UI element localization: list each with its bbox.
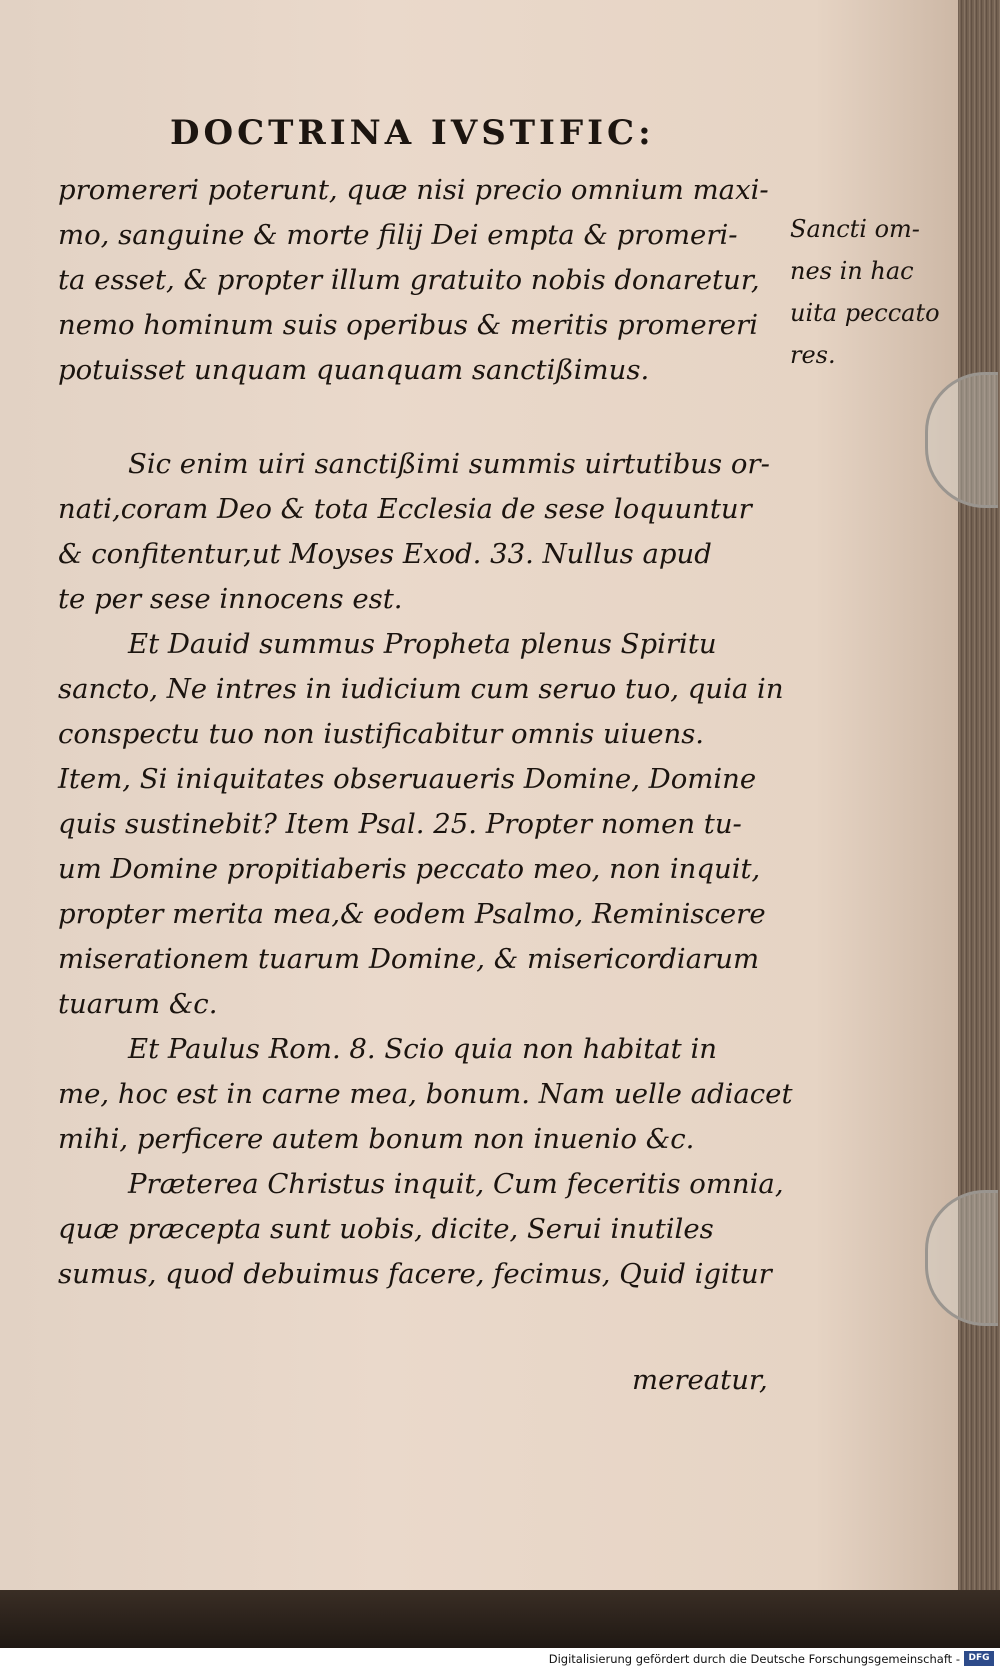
text-line: Et Paulus Rom. 8. Scio quia non habitat in (128, 1033, 717, 1065)
text-line: ta esset, & propter illum gratuito nobis donaretur, (58, 264, 760, 296)
text-line: sancto, Ne intres in iudicium cum seruo tuo, quia in (58, 673, 784, 705)
margin-note (790, 208, 960, 376)
paragraph-1 (58, 168, 768, 393)
text-line: & confitentur,ut Moyses Exod. 33. Nullus apud (58, 538, 712, 570)
text-line: miserationem tuarum Domine, & misericordiarum (58, 943, 760, 975)
paragraph-2 (58, 442, 793, 1162)
text-line: Item, Si iniquitates obseruaueris Domine, Domine (58, 763, 757, 795)
margin-note-line: Sancti om- (790, 215, 920, 243)
text-line: tuarum &c. (58, 988, 218, 1020)
footer-credit: Digitalisierung gefördert durch die Deutsche Forschungsgemeinschaft - (548, 1652, 960, 1666)
text-line: quæ præcepta sunt uobis, dicite, Serui inutiles (58, 1213, 714, 1245)
text-line: sumus, quod debuimus facere, fecimus, Quid igitur (58, 1258, 772, 1290)
text-line: um Domine propitiaberis peccato meo, non inquit, (58, 853, 761, 885)
running-header: DOCTRINA IVSTIFIC: (170, 113, 655, 153)
text-line: promereri poterunt, quæ nisi precio omnium maxi- (58, 174, 769, 206)
text-line: nati,coram Deo & tota Ecclesia de sese loquuntur (58, 493, 752, 525)
text-line: Et Dauid summus Propheta plenus Spiritu (128, 628, 717, 660)
dfg-logo: DFG (964, 1651, 994, 1666)
margin-note-line: uita peccato (790, 299, 940, 327)
text-line: mo, sanguine & morte filij Dei empta & promeri- (58, 219, 738, 251)
text-line: potuisset unquam quanquam sanctißimus. (58, 354, 650, 386)
text-line: mihi, perficere autem bonum non inuenio &c. (58, 1123, 695, 1155)
margin-note-line: res. (790, 341, 836, 369)
text-line: conspectu tuo non iustificabitur omnis uiuens. (58, 718, 705, 750)
paragraph-3 (58, 1162, 784, 1297)
text-line: te per sese innocens est. (58, 583, 403, 615)
text-line: quis sustinebit? Item Psal. 25. Propter nomen tu- (58, 808, 742, 840)
text-line: Sic enim uiri sanctißimi summis uirtutibus or- (128, 448, 770, 480)
text-line: Præterea Christus inquit, Cum feceritis omnia, (128, 1168, 784, 1200)
text-line: nemo hominum suis operibus & meritis promereri (58, 309, 758, 341)
catchword: mereatur, (632, 1364, 768, 1396)
scan-shadow (0, 1590, 1000, 1648)
page-edges (958, 0, 1000, 1590)
text-line: propter merita mea,& eodem Psalmo, Reminiscere (58, 898, 766, 930)
margin-note-line: nes in hac (790, 257, 914, 285)
text-line: me, hoc est in carne mea, bonum. Nam uelle adiacet (58, 1078, 793, 1110)
